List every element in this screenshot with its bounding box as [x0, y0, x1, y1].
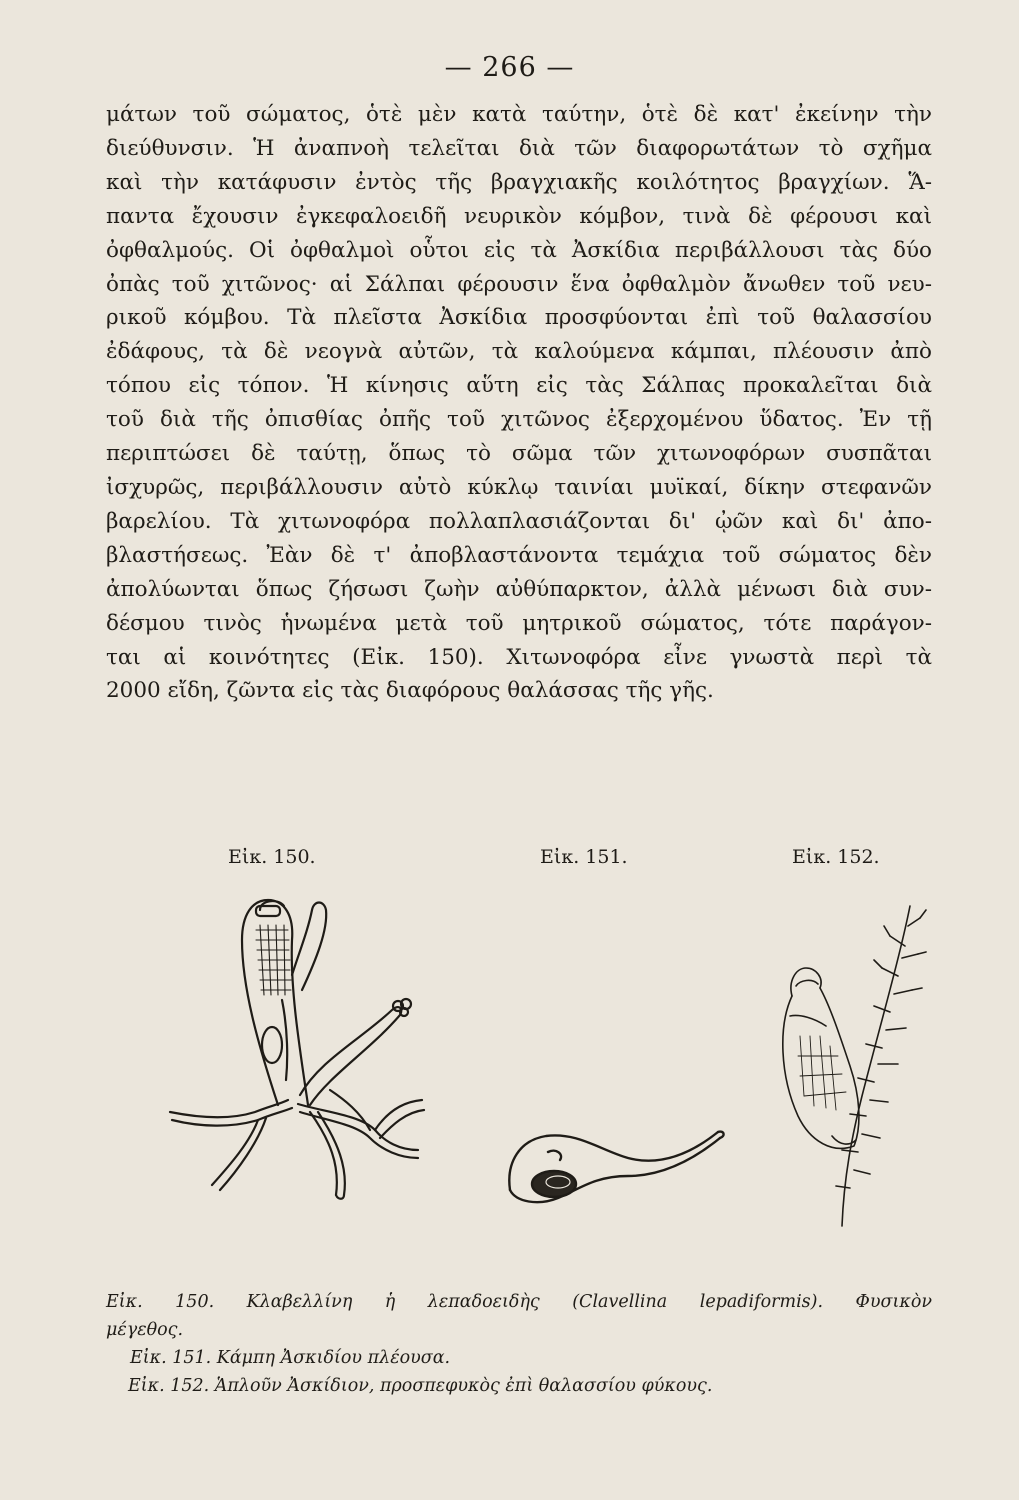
- text-line: ὀπὰς τοῦ χιτῶνος· αἱ Σάλπαι φέρουσιν ἕνα ὀφθαλμὸν ἄνωθεν τοῦ νευ-: [106, 271, 932, 297]
- text-line: διεύθυνσιν. Ἡ ἀναπνοὴ τελεῖται διὰ τῶν διαφορωτάτων τὸ σχῆμα: [106, 135, 932, 161]
- figure-label-152: Εἰκ. 152.: [792, 846, 880, 868]
- figure-legend: [106, 1288, 932, 1400]
- figure-152-simple-ascidian: [770, 896, 930, 1236]
- legend-fig150: Εἰκ. 150. Κλαβελλίνη ἡ λεπαδοειδὴς (Clavellina lepadiformis). Φυσικὸν: [106, 1292, 932, 1312]
- text-line: 2000 εἴδη, ζῶντα εἰς τὰς διαφόρους θαλάσσας τῆς γῆς.: [106, 678, 714, 704]
- text-line: περιπτώσει δὲ ταύτῃ, ὅπως τὸ σῶμα τῶν χιτωνοφόρων συσπᾶται: [106, 441, 932, 467]
- text-line: τόπου εἰς τόπον. Ἡ κίνησις αὕτη εἰς τὰς Σάλπας προκαλεῖται διὰ: [106, 373, 932, 399]
- text-line: βλαστήσεως. Ἐὰν δὲ τ' ἀποβλαστάνοντα τεμάχια τοῦ σώματος δὲν: [106, 542, 932, 568]
- text-line: ὀφθαλμούς. Οἱ ὀφθαλμοὶ οὗτοι εἰς τὰ Ἀσκίδια περιβάλλουσι τὰς δύο: [106, 237, 932, 263]
- figure-labels-row: [0, 846, 1019, 876]
- figure-150-clavellina: [160, 880, 440, 1210]
- text-line: βαρελίου. Τὰ χιτωνοφόρα πολλαπλασιάζονται δι' ᾠῶν καὶ δι' ἀπο-: [106, 508, 932, 534]
- figure-label-151: Εἰκ. 151.: [540, 846, 628, 868]
- body-text: [106, 98, 932, 708]
- text-line: ρικοῦ κόμβου. Τὰ πλεῖστα Ἀσκίδια προσφύονται ἐπὶ τοῦ θαλασσίου: [106, 305, 932, 331]
- text-line: ἀπολύωνται ὅπως ζήσωσι ζωὴν αὐθύπαρκτον, ἀλλὰ μένωσι διὰ συν-: [106, 576, 932, 602]
- text-line: ἐδάφους, τὰ δὲ νεογνὰ αὐτῶν, τὰ καλούμενα κάμπαι, πλέουσιν ἀπὸ: [106, 339, 932, 365]
- text-line: δέσμου τινὸς ἡνωμένα μετὰ τοῦ μητρικοῦ σώματος, τότε παράγον-: [106, 610, 932, 636]
- text-line: παντα ἔχουσιν ἐγκεφαλοειδῆ νευρικὸν κόμβον, τινὰ δὲ φέρουσι καὶ: [106, 203, 932, 229]
- text-line: καὶ τὴν κατάφυσιν ἐντὸς τῆς βραγχιακῆς κοιλότητος βραγχίων. Ἅ-: [106, 169, 932, 195]
- figure-label-150: Εἰκ. 150.: [228, 846, 316, 868]
- legend-fig150-cont: μέγεθος.: [106, 1320, 184, 1340]
- legend-fig151: Εἰκ. 151. Κάμπη Ἀσκιδίου πλέουσα.: [130, 1348, 451, 1368]
- text-line: τοῦ διὰ τῆς ὀπισθίας ὀπῆς τοῦ χιτῶνος ἐξερχομένου ὕδατος. Ἐν τῇ: [106, 407, 932, 433]
- text-line: ἰσχυρῶς, περιβάλλουσιν αὐτὸ κύκλῳ ταινίαι μυϊκαί, δίκην στεφανῶν: [106, 474, 932, 500]
- figure-151-larva: [498, 1102, 730, 1212]
- legend-fig152: Εἰκ. 152. Ἁπλοῦν Ἀσκίδιον, προσπεφυκὸς ἐπὶ θαλασσίου φύκους.: [128, 1376, 713, 1396]
- text-line: μάτων τοῦ σώματος, ὁτὲ μὲν κατὰ ταύτην, ὁτὲ δὲ κατ' ἐκείνην τὴν: [106, 102, 932, 127]
- text-line: ται αἱ κοινότητες (Εἰκ. 150). Χιτωνοφόρα εἶνε γνωστὰ περὶ τὰ: [106, 644, 932, 670]
- page-number: — 266 —: [444, 52, 575, 83]
